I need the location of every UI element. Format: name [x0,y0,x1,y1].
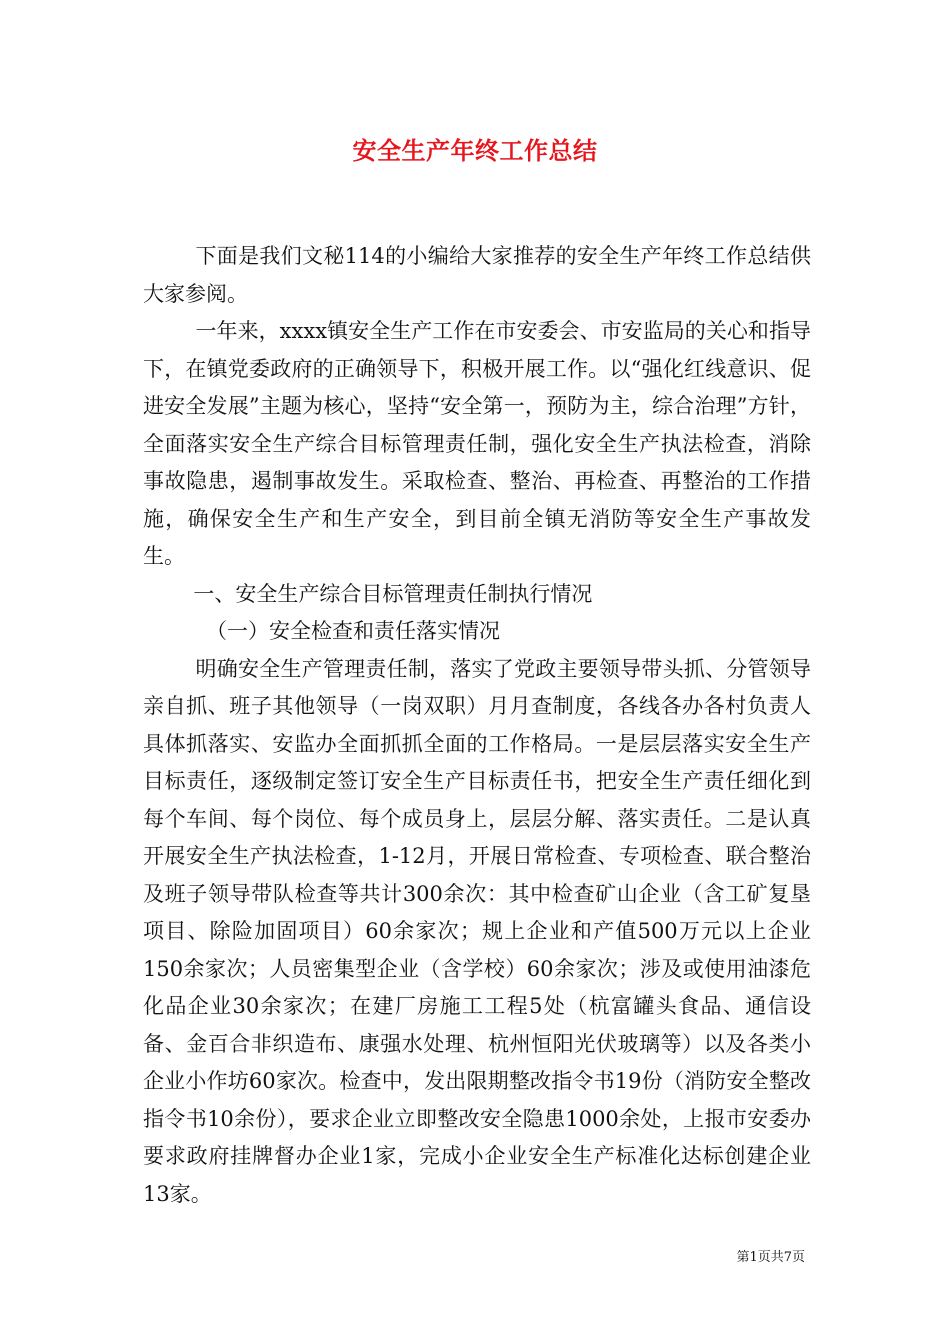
intro-paragraph: 下面是我们文秘114的小编给大家推荐的安全生产年终工作总结供大家参阅。 [143,244,811,306]
section-heading: 一、安全生产综合目标管理责任制执行情况 [193,581,593,606]
document-title: 安全生产年终工作总结 [352,136,598,165]
document-body [143,238,811,1213]
page-number: 第1页共7页 [736,1250,805,1265]
subsection-heading: （一）安全检查和责任落实情况 [206,619,500,643]
overview-paragraph: 一年来，xxxx镇安全生产工作在市安委会、市安监局的关心和指导下，在镇党委政府的正确领导下，积极开展工作。以“强化红线意识、促进安全发展”主题为核心，坚持“安全第一，预防为主，综合治理”方针，全面落实安全生产综合目标管理责任制，强化安全生产执法检查，消除事故隐患，遏制事故发生。采取检查、整治、再检查、再整治的工作措施，确保安全生产和生产安全，到目前全镇无消防等安全生产事故发生。 [143,319,811,568]
detail-paragraph: 明确安全生产管理责任制，落实了党政主要领导带头抓、分管领导亲自抓、班子其他领导（一岗双职）月月查制度，各线各办各村负责人具体抓落实、安监办全面抓抓全面的工作格局。一是层层落实安全生产目标责任，逐级制定签订安全生产目标责任书，把安全生产责任细化到每个车间、每个岗位、每个成员身上，层层分解、落实责任。二是认真开展安全生产执法检查，1-12月，开展日常检查、专项检查、联合整治及班子领导带队检查等共计300余次：其中检查矿山企业（含工矿复垦项目、除险加固项目）60余家次；规上企业和产值500万元以上企业150余家次；人员密集型企业（含学校）60余家次；涉及或使用油漆危化品企业30余家次；在建厂房施工工程5处（杭富罐头食品、通信设备、金百合非织造布、康强水处理、杭州恒阳光伏玻璃等）以及各类小企业小作坊60家次。检查中，发出限期整改指令书19份（消防安全整改指令书10余份），要求企业立即整改安全隐患1000余处，上报市安委办要求政府挂牌督办企业1家，完成小企业安全生产标准化达标创建企业13家。 [143,656,811,1206]
